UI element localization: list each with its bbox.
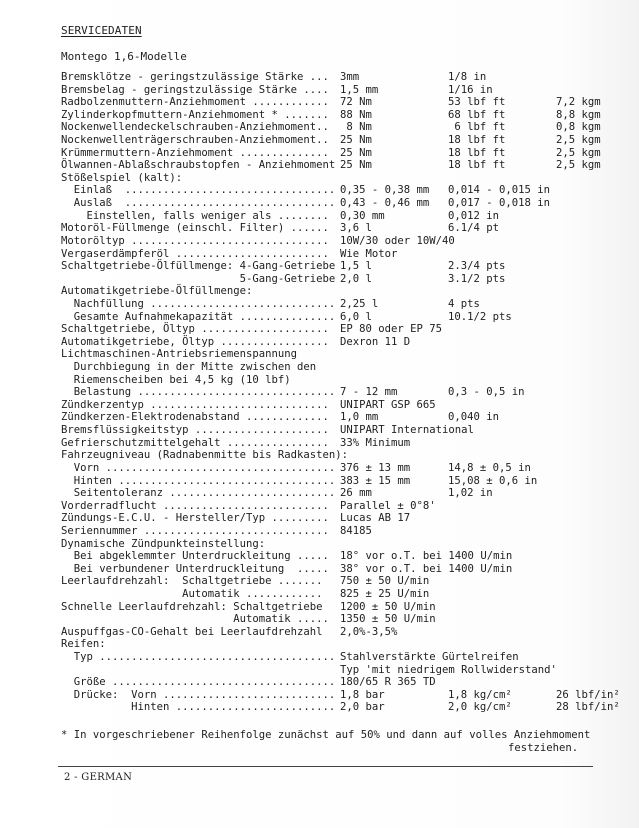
spec-row — [0, 109, 639, 122]
spec-value-metric: Wie Motor — [340, 247, 398, 260]
spec-value-imperial: 68 lbf ft — [448, 108, 506, 121]
spec-row — [0, 96, 639, 109]
spec-value-imperial: 18 lbf ft — [448, 134, 506, 147]
spec-row — [0, 588, 639, 601]
spec-label: Zündkerzen-Elektrodenabstand ............. — [61, 411, 329, 424]
spec-label: Belastung ............................... — [61, 386, 336, 399]
spec-value-imperial: 2,0 kg/cm² — [448, 701, 512, 714]
spec-row — [0, 487, 639, 500]
spec-label: Größe ................................... — [61, 676, 336, 689]
spec-value-metric: 1,0 mm — [340, 411, 379, 424]
spec-label: Reifen: — [61, 638, 106, 651]
spec-row — [0, 121, 639, 134]
spec-value-metric: 2,0 bar — [340, 701, 385, 714]
spec-row — [0, 222, 639, 235]
spec-label: Zylinderkopfmuttern-Anziehmoment * ....... — [61, 108, 329, 121]
footnote-continuation: festziehen. — [508, 742, 579, 754]
spec-value-metric: EP 80 oder EP 75 — [340, 323, 443, 336]
spec-row — [0, 638, 639, 651]
spec-label: Automatikgetriebe, Öltyp ................. — [61, 335, 329, 348]
spec-row — [0, 664, 639, 677]
spec-label: Gefrierschutzmittelgehalt ................ — [61, 436, 329, 449]
spec-label: Nockenwellendeckelschrauben-Anziehmoment.. — [61, 121, 329, 134]
spec-row — [0, 475, 639, 488]
spec-label: Automatikgetriebe-Ölfüllmenge: — [61, 285, 253, 298]
spec-value-metric: 1,5 mm — [340, 83, 379, 96]
spec-row — [0, 701, 639, 714]
spec-value-imperial: 14,8 ± 0,5 in — [448, 461, 531, 474]
spec-label: Krümmermuttern-Anziehmoment .............. — [61, 146, 329, 159]
spec-label: Ölwannen-Ablaßschraubstopfen - Anziehmoment — [61, 159, 336, 172]
spec-value-metric: 1200 ± 50 U/min — [340, 600, 436, 613]
spec-label: Nachfüllung ............................. — [61, 297, 336, 310]
spec-label: Hinten .................................. — [61, 474, 336, 487]
spec-row — [0, 651, 639, 664]
spec-value-alt: 8,8 kgm — [556, 108, 601, 121]
spec-label: Einstellen, falls weniger als ........ — [61, 209, 329, 222]
spec-row — [0, 563, 639, 576]
spec-value-metric: 88 Nm — [340, 108, 372, 121]
spec-value-metric: Parallel ± 0°8' — [340, 499, 436, 512]
spec-value-metric: UNIPART GSP 665 — [340, 398, 436, 411]
spec-value-imperial: 53 lbf ft — [448, 96, 506, 109]
spec-value-metric: 2,0%-3,5% — [340, 625, 398, 638]
spec-row — [0, 273, 639, 286]
spec-value-imperial: 0,014 - 0,015 in — [448, 184, 551, 197]
spec-value-metric: Stahlverstärkte Gürtelreifen — [340, 651, 519, 664]
spec-value-alt: 2,5 kgm — [556, 146, 601, 159]
spec-row — [0, 298, 639, 311]
spec-value-imperial: 18 lbf ft — [448, 159, 506, 172]
spec-value-metric: 2,0 l — [340, 272, 372, 285]
spec-label: Schnelle Leerlaufdrehzahl: Schaltgetriebe — [61, 600, 323, 613]
spec-row — [0, 500, 639, 513]
page-subtitle: Montego 1,6-Modelle — [61, 50, 187, 63]
spec-value-imperial: 1/16 in — [448, 83, 493, 96]
spec-row — [0, 260, 639, 273]
spec-value-imperial: 10.1/2 pts — [448, 310, 512, 323]
spec-value-metric: 33% Minimum — [340, 436, 411, 449]
spec-value-imperial: 6 lbf ft — [448, 121, 506, 134]
spec-table — [0, 71, 639, 714]
footnote: * In vorgeschriebener Reihenfolge zunächst auf 50% und dann auf volles Anziehmoment — [61, 729, 591, 741]
spec-value-imperial: 1/8 in — [448, 71, 487, 83]
spec-row — [0, 411, 639, 424]
spec-row — [0, 134, 639, 147]
spec-value-imperial: 1,8 kg/cm² — [448, 688, 512, 701]
spec-row — [0, 336, 639, 349]
spec-row — [0, 374, 639, 387]
spec-row — [0, 235, 639, 248]
spec-label: Drücke: Vorn ........................... — [61, 688, 336, 701]
spec-value-metric: 0,30 mm — [340, 209, 385, 222]
spec-value-metric: 2,25 l — [340, 297, 379, 310]
spec-value-imperial: 4 pts — [448, 297, 480, 310]
spec-label: Automatik ..... — [61, 613, 329, 626]
spec-row — [0, 197, 639, 210]
spec-value-imperial: 1,02 in — [448, 487, 493, 500]
spec-label: Motoröltyp ............................... — [61, 234, 329, 247]
spec-value-metric: Lucas AB 17 — [340, 512, 411, 525]
spec-row — [0, 323, 639, 336]
page-title: SERVICEDATEN — [61, 24, 142, 37]
spec-label: Lichtmaschinen-Antriebsriemenspannung — [61, 348, 297, 361]
spec-label: 5-Gang-Getriebe — [61, 272, 336, 285]
spec-row — [0, 437, 639, 450]
spec-value-alt: 0,8 kgm — [556, 121, 601, 134]
spec-label: Schaltgetriebe, Öltyp .................... — [61, 323, 329, 336]
spec-row — [0, 184, 639, 197]
spec-value-imperial: 15,08 ± 0,6 in — [448, 474, 538, 487]
spec-value-imperial: 0,040 in — [448, 411, 500, 424]
spec-row — [0, 361, 639, 374]
spec-row — [0, 538, 639, 551]
spec-label: Vorn .................................... — [61, 461, 336, 474]
spec-label: Bremsflüssigkeitstyp ..................... — [61, 424, 329, 437]
spec-row — [0, 525, 639, 538]
spec-label: Bremsklötze - geringstzulässige Stärke ... — [61, 71, 329, 83]
spec-label: Seriennummer ............................. — [61, 524, 329, 537]
spec-label: Hinten ......................... — [61, 701, 336, 714]
spec-label: Auspuffgas-CO-Gehalt bei Leerlaufdrehzahl — [61, 625, 323, 638]
spec-label: Fahrzeugniveau (Radnabenmitte bis Radkasten): — [61, 449, 349, 462]
spec-value-metric: 7 - 12 mm — [340, 386, 398, 399]
spec-row — [0, 601, 639, 614]
page-footer-label: 2 - GERMAN — [64, 772, 133, 783]
spec-row — [0, 159, 639, 172]
spec-value-metric: 825 ± 25 U/min — [340, 587, 430, 600]
spec-label: Zündkerzentyp ............................ — [61, 398, 329, 411]
spec-row — [0, 512, 639, 525]
spec-value-imperial: 3.1/2 pts — [448, 272, 506, 285]
spec-label: Leerlaufdrehzahl: Schaltgetriebe ....... — [61, 575, 323, 588]
spec-value-alt: 26 lbf/in² — [556, 688, 620, 701]
spec-value-imperial: 18 lbf ft — [448, 146, 506, 159]
spec-label: Durchbiegung in der Mitte zwischen den — [61, 361, 317, 374]
spec-row — [0, 71, 639, 84]
spec-label: Radbolzenmuttern-Anziehmoment ............ — [61, 96, 329, 109]
spec-value-metric: UNIPART International — [340, 424, 474, 437]
spec-row — [0, 575, 639, 588]
spec-value-metric: 180/65 R 365 TD — [340, 676, 436, 689]
spec-value-metric: 376 ± 13 mm — [340, 461, 411, 474]
spec-value-imperial: 0,017 - 0,018 in — [448, 197, 551, 210]
spec-label: Vorderradflucht .......................... — [61, 499, 329, 512]
spec-row — [0, 676, 639, 689]
spec-value-metric: 25 Nm — [340, 134, 372, 147]
spec-row — [0, 386, 639, 399]
spec-value-imperial: 6.1/4 pt — [448, 222, 500, 235]
spec-label: Typ ..................................... — [61, 651, 336, 664]
spec-value-metric: 0,35 - 0,38 mm — [340, 184, 430, 197]
spec-label: Bremsbelag - geringstzulässige Stärke .... — [61, 83, 329, 96]
spec-value-imperial: 0,3 - 0,5 in — [448, 386, 525, 399]
spec-label: Schaltgetriebe-Ölfüllmenge: 4-Gang-Getriebe — [61, 260, 336, 273]
spec-row — [0, 172, 639, 185]
spec-value-metric: 0,43 - 0,46 mm — [340, 197, 430, 210]
spec-row — [0, 424, 639, 437]
spec-value-metric: 383 ± 15 mm — [340, 474, 411, 487]
spec-value-imperial: 0,012 in — [448, 209, 500, 222]
spec-row — [0, 613, 639, 626]
spec-value-metric: 6,0 l — [340, 310, 372, 323]
spec-value-metric: 1350 ± 50 U/min — [340, 613, 436, 626]
spec-label: Stößelspiel (kalt): — [61, 171, 183, 184]
spec-label: Einlaß ................................. — [61, 184, 336, 197]
spec-value-metric: 1,8 bar — [340, 688, 385, 701]
spec-value-metric: 38° vor o.T. bei 1400 U/min — [340, 562, 513, 575]
spec-label: Vergaserdämpferöl ........................ — [61, 247, 329, 260]
spec-label: Seitentoleranz .......................... — [61, 487, 336, 500]
spec-value-metric: 8 Nm — [340, 121, 372, 134]
spec-row — [0, 449, 639, 462]
spec-label: Auslaß ................................. — [61, 197, 336, 210]
spec-row — [0, 550, 639, 563]
spec-value-alt: 2,5 kgm — [556, 134, 601, 147]
spec-value-metric: Typ 'mit niedrigem Rollwiderstand' — [340, 663, 557, 676]
spec-row — [0, 399, 639, 412]
spec-label: Dynamische Zündpunkteinstellung: — [61, 537, 266, 550]
spec-value-metric: 3,6 l — [340, 222, 372, 235]
spec-value-alt: 28 lbf/in² — [556, 701, 620, 714]
spec-value-metric: 1,5 l — [340, 260, 372, 273]
spec-value-metric: Dexron 11 D — [340, 335, 411, 348]
spec-label: Automatik ............ — [61, 587, 323, 600]
spec-label: Bei abgeklemmter Unterdruckleitung ..... — [61, 550, 329, 563]
spec-value-metric: 72 Nm — [340, 96, 372, 109]
spec-row — [0, 147, 639, 160]
spec-label: Riemenscheiben bei 4,5 kg (10 lbf) — [61, 373, 291, 386]
spec-label: Nockenwellenträgerschrauben-Anziehmoment.. — [61, 134, 329, 147]
spec-row — [0, 462, 639, 475]
spec-value-metric: 25 Nm — [340, 159, 372, 172]
spec-label: Bei verbundener Unterdruckleitung ..... — [61, 562, 329, 575]
spec-value-imperial: 2.3/4 pts — [448, 260, 506, 273]
spec-value-metric: 25 Nm — [340, 146, 372, 159]
spec-value-alt: 2,5 kgm — [556, 159, 601, 172]
spec-row — [0, 210, 639, 223]
spec-value-metric: 750 ± 50 U/min — [340, 575, 430, 588]
spec-value-metric: 18° vor o.T. bei 1400 U/min — [340, 550, 513, 563]
spec-label: Motoröl-Füllmenge (einschl. Filter) ...... — [61, 222, 329, 235]
spec-row — [0, 626, 639, 639]
spec-row — [0, 248, 639, 261]
spec-label: Gesamte Aufnahmekapazität ............... — [61, 310, 336, 323]
spec-row — [0, 311, 639, 324]
spec-label: Zündungs-E.C.U. - Hersteller/Typ ......... — [61, 512, 329, 525]
spec-row — [0, 689, 639, 702]
spec-row — [0, 84, 639, 97]
spec-value-alt: 7,2 kgm — [556, 96, 601, 109]
spec-value-metric: 10W/30 oder 10W/40 — [340, 234, 455, 247]
spec-value-metric: 3mm — [340, 71, 360, 83]
footer-divider — [58, 766, 593, 767]
spec-value-metric: 84185 — [340, 524, 372, 537]
spec-value-metric: 26 mm — [340, 487, 372, 500]
spec-row — [0, 348, 639, 361]
spec-row — [0, 285, 639, 298]
